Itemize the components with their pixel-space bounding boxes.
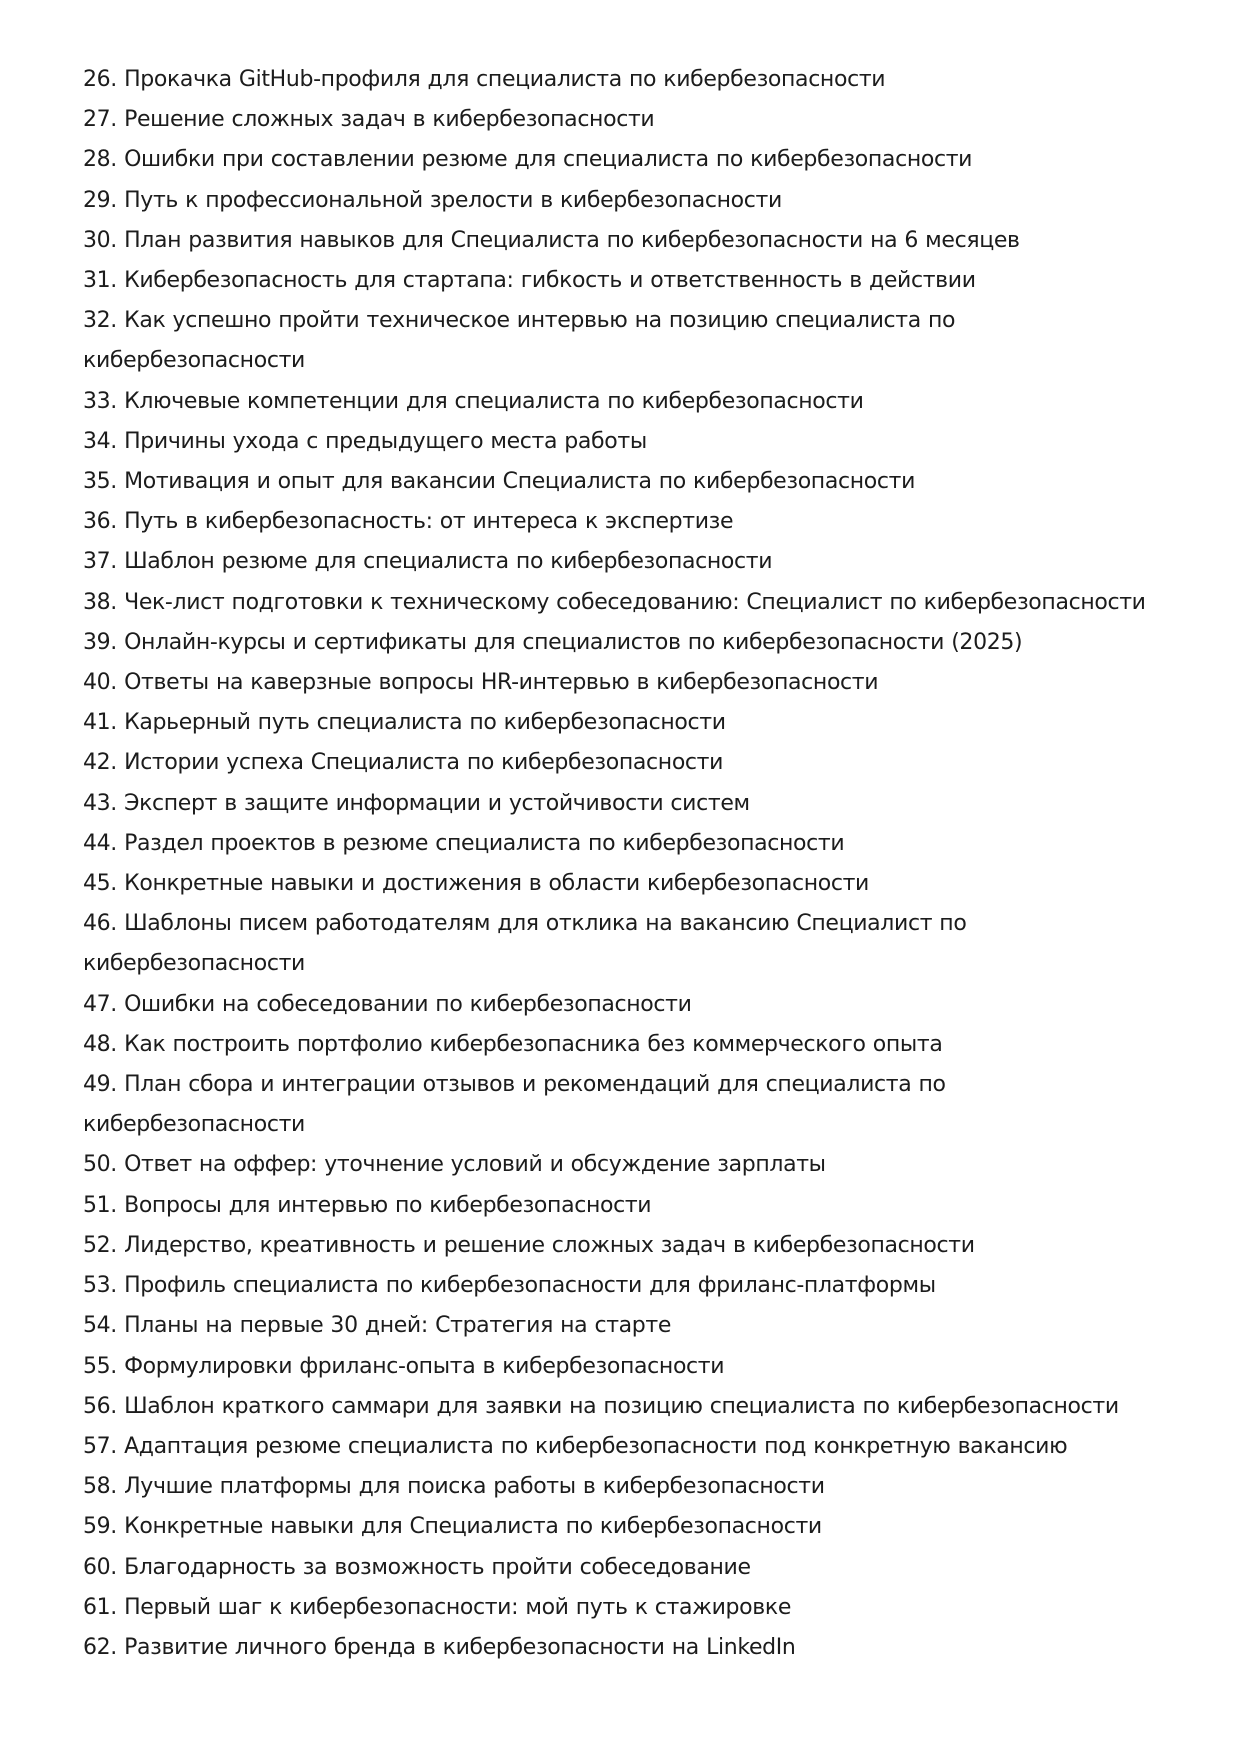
list-item: 60. Благодарность за возможность пройти собеседование — [83, 1554, 751, 1580]
list-item: 30. План развития навыков для Специалиста по кибербезопасности на 6 месяцев — [83, 227, 1020, 253]
list-item: 35. Мотивация и опыт для вакансии Специалиста по кибербезопасности — [83, 469, 916, 495]
list-item: 51. Вопросы для интервью по кибербезопасности — [83, 1192, 652, 1218]
list-item: 54. Планы на первые 30 дней: Стратегия на старте — [83, 1313, 672, 1339]
list-item: 28. Ошибки при составлении резюме для специалиста по кибербезопасности — [83, 147, 973, 173]
list-item: 56. Шаблон краткого саммари для заявки на позицию специалиста по кибербезопасности — [83, 1393, 1119, 1419]
list-item: 33. Ключевые компетенции для специалиста по кибербезопасности — [83, 388, 864, 414]
list-item: 39. Онлайн-курсы и сертификаты для специалистов по кибербезопасности (2025) — [83, 629, 1023, 655]
list-item: 55. Формулировки фриланс-опыта в кибербезопасности — [83, 1353, 725, 1379]
list-item: 26. Прокачка GitHub-профиля для специалиста по кибербезопасности — [83, 67, 886, 92]
list-item: 43. Эксперт в защите информации и устойчивости систем — [83, 790, 750, 816]
list-item: 27. Решение сложных задач в кибербезопасности — [83, 107, 655, 133]
list-item: 44. Раздел проектов в резюме специалиста по кибербезопасности — [83, 830, 845, 856]
list-item: 59. Конкретные навыки для Специалиста по кибербезопасности — [83, 1514, 822, 1540]
list-item: 34. Причины ухода с предыдущего места работы — [83, 428, 647, 454]
list-item: 48. Как построить портфолио кибербезопасника без коммерческого опыта — [83, 1031, 943, 1057]
list-item: 53. Профиль специалиста по кибербезопасности для фриланс-платформы — [83, 1273, 936, 1299]
list-item: 38. Чек-лист подготовки к техническому собеседованию: Специалист по кибербезопасности — [83, 589, 1146, 615]
list-item: 58. Лучшие платформы для поиска работы в кибербезопасности — [83, 1474, 825, 1500]
list-item: 52. Лидерство, креативность и решение сложных задач в кибербезопасности — [83, 1232, 975, 1258]
list-item: 49. План сбора и интеграции отзывов и рекомендаций для специалиста по кибербезопасности — [83, 1072, 946, 1138]
list-item: 45. Конкретные навыки и достижения в области кибербезопасности — [83, 871, 870, 897]
article-list — [83, 60, 1163, 1668]
list-item: 36. Путь в кибербезопасность: от интереса к экспертизе — [83, 509, 734, 535]
list-item: 62. Развитие личного бренда в кибербезопасности на LinkedIn — [83, 1634, 796, 1660]
list-item: 32. Как успешно пройти техническое интервью на позицию специалиста по кибербезопасности — [83, 308, 956, 374]
list-item: 42. Истории успеха Специалиста по кибербезопасности — [83, 750, 724, 776]
list-item: 46. Шаблоны писем работодателям для отклика на вакансию Специалист по кибербезопасности — [83, 911, 967, 977]
list-item: 61. Первый шаг к кибербезопасности: мой путь к стажировке — [83, 1594, 792, 1620]
list-item: 50. Ответ на оффер: уточнение условий и обсуждение зарплаты — [83, 1152, 826, 1178]
list-item: 40. Ответы на каверзные вопросы HR-интервью в кибербезопасности — [83, 670, 879, 696]
list-item: 41. Карьерный путь специалиста по кибербезопасности — [83, 710, 726, 736]
list-item: 29. Путь к профессиональной зрелости в кибербезопасности — [83, 187, 782, 213]
list-item: 37. Шаблон резюме для специалиста по кибербезопасности — [83, 549, 773, 575]
list-item: 47. Ошибки на собеседовании по кибербезопасности — [83, 991, 692, 1017]
list-item: 31. Кибербезопасность для стартапа: гибкость и ответственность в действии — [83, 268, 976, 294]
list-item: 57. Адаптация резюме специалиста по кибербезопасности под конкретную вакансию — [83, 1433, 1068, 1459]
